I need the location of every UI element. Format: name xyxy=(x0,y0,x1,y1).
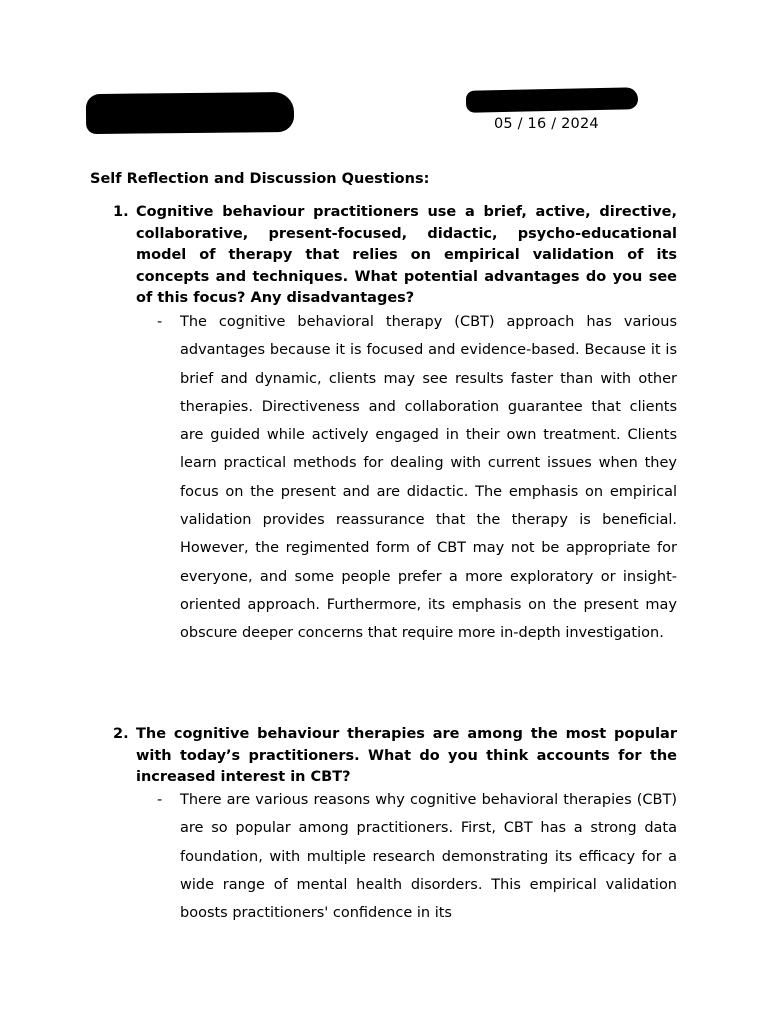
question-number: 1. xyxy=(113,204,129,220)
section-heading: Self Reflection and Discussion Questions: xyxy=(90,171,430,187)
answer-1 xyxy=(157,308,677,648)
question-1 xyxy=(113,202,677,310)
answer-text: The cognitive behavioral therapy (CBT) approach has various advantages because it is focused and evidence-based. Because it is brief and dynamic, clients may see results faster than with other therapies. Directiveness and collaboration guarantee that clients are guided while actively engaged in their own treatment. Clients learn practical methods for dealing with current issues when they focus on the present and are didactic. The emphasis on empirical validation provides reassurance that the therapy is beneficial. However, the regimented form of CBT may not be appropriate for everyone, and some people prefer a more exploratory or insight-oriented approach. Furthermore, its emphasis on the present may obscure deeper concerns that require more in-depth investigation. xyxy=(180,314,677,642)
question-2 xyxy=(113,724,677,789)
document-date: 05 / 16 / 2024 xyxy=(494,116,599,132)
question-number: 2. xyxy=(113,726,129,742)
question-text: The cognitive behaviour therapies are among the most popular with today’s practitioners. What do you think accounts for the increased interest in CBT? xyxy=(136,726,677,786)
question-text: Cognitive behaviour practitioners use a brief, active, directive, collaborative, present-focused, didactic, psycho-educational model of therapy that relies on empirical validation of its concepts and techniques. What potential advantages do you see of this focus? Any disadvantages? xyxy=(136,204,677,307)
redacted-name-edge xyxy=(90,98,150,120)
redacted-signature xyxy=(466,87,638,113)
answer-bullet: - xyxy=(157,792,163,808)
answer-text: There are various reasons why cognitive behavioral therapies (CBT) are so popular among practitioners. First, CBT has a strong data foundation, with multiple research demonstrating its efficacy for a wide range of mental health disorders. This empirical validation boosts practitioners' confidence in its xyxy=(180,792,677,922)
answer-bullet: - xyxy=(157,314,163,330)
answer-2 xyxy=(157,786,677,927)
